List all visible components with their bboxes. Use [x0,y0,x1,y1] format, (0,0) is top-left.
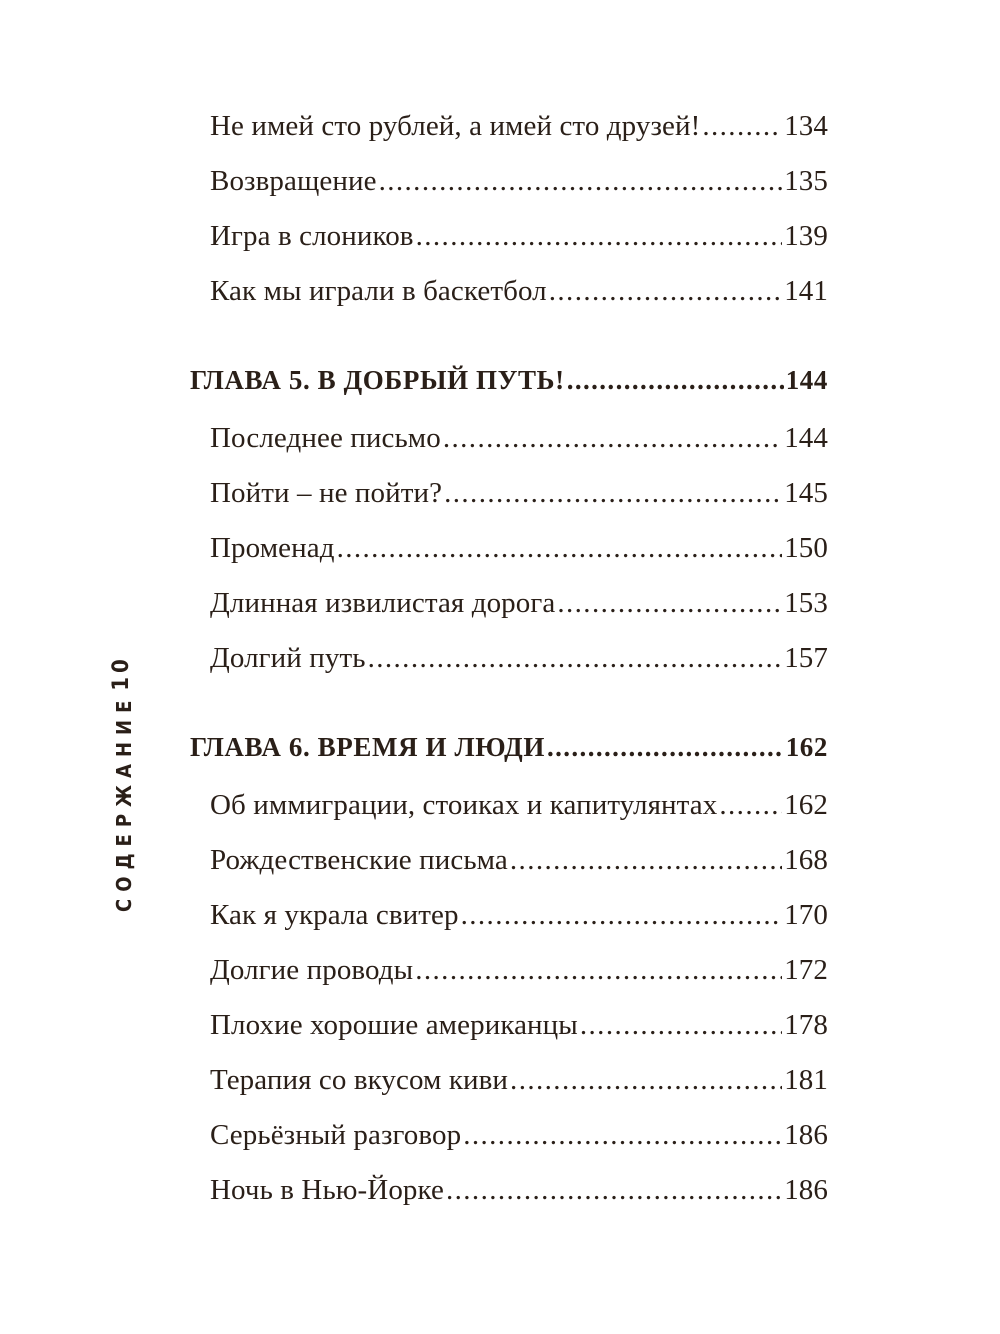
dot-leader [510,840,782,880]
toc-chapter-heading [190,360,828,400]
dot-leader [580,1005,782,1045]
dot-leader [415,950,782,990]
dot-leader [547,727,784,767]
toc-entry [210,418,828,458]
dot-leader [719,785,782,825]
toc-entry-title: Рождественские письма [210,844,508,876]
toc-chapter-heading [190,727,828,767]
toc-entry [210,1060,828,1100]
toc-entry-page: 153 [784,587,828,619]
toc-entry-title: Возвращение [210,165,377,197]
toc-entry-page: 178 [784,1009,828,1041]
toc-entry-title: Ночь в Нью-Йорке [210,1174,444,1206]
dot-leader [557,583,782,623]
dot-leader [702,106,782,146]
dot-leader [443,418,782,458]
toc-entry [210,840,828,880]
toc-entry-title: Как мы играли в баскетбол [210,275,547,307]
toc-entry [210,106,828,146]
toc-entry-title: Серьёзный разговор [210,1119,462,1151]
toc-entry-page: 170 [784,899,828,931]
toc-entry [210,161,828,201]
toc-entry-page: 150 [784,532,828,564]
toc-entry [210,638,828,678]
toc-entry [210,785,828,825]
toc-entry-title: Игра в слоников [210,220,414,252]
toc-entry-page: 172 [784,954,828,986]
dot-leader [368,638,783,678]
toc-entry-title: Долгие проводы [210,954,414,986]
toc-chapter-title: ГЛАВА 5. В ДОБРЫЙ ПУТЬ! [190,365,565,395]
toc-entry-title: Длинная извилистая дорога [210,587,556,619]
dot-leader [510,1060,782,1100]
dot-leader [567,360,784,400]
toc-entry [210,583,828,623]
dot-leader [463,1115,782,1155]
toc-entry-page: 181 [784,1064,828,1096]
toc-entry-title: Не имей сто рублей, а имей сто друзей! [210,110,701,142]
toc-entry-page: 141 [784,275,828,307]
toc-entry [210,950,828,990]
dot-leader [337,528,783,568]
dot-leader [416,216,783,256]
toc-entry [210,1115,828,1155]
toc-entry [210,528,828,568]
toc-chapter-page: 162 [785,732,828,762]
toc-entry [210,895,828,935]
toc-entry [210,473,828,513]
toc-entry-title: Променад [210,532,335,564]
toc-chapter-title: ГЛАВА 6. ВРЕМЯ И ЛЮДИ [190,732,545,762]
running-head: СОДЕРЖАНИЕ [112,693,136,912]
toc-entry-title: Как я украла свитер [210,899,459,931]
toc-entry-title: Долгий путь [210,642,366,674]
toc-entry [210,216,828,256]
toc-entry-page: 134 [784,110,828,142]
dot-leader [379,161,783,201]
toc-entry-title: Об иммиграции, стоиках и капитулянтах [210,789,718,821]
dot-leader [461,895,783,935]
toc-entry-page: 145 [784,477,828,509]
toc-entry-page: 157 [784,642,828,674]
toc-entry-title: Последнее письмо [210,422,441,454]
toc-entry-page: 135 [784,165,828,197]
dot-leader [444,473,782,513]
page-number: 10 [109,655,134,691]
toc-entry [210,1005,828,1045]
dot-leader [446,1170,782,1210]
toc-entry [210,1170,828,1210]
toc-entry-page: 139 [784,220,828,252]
toc-entry-title: Плохие хорошие американцы [210,1009,578,1041]
toc-entry [210,271,828,311]
toc-entry-page: 168 [784,844,828,876]
toc-entry-title: Пойти – не пойти? [210,477,443,509]
dot-leader [549,271,782,311]
toc-entry-page: 162 [784,789,828,821]
toc-entry-page: 186 [784,1119,828,1151]
toc-entry-title: Терапия со вкусом киви [210,1064,509,1096]
toc-entry-page: 144 [784,422,828,454]
toc-entry-page: 186 [784,1174,828,1206]
toc-chapter-page: 144 [785,365,828,395]
